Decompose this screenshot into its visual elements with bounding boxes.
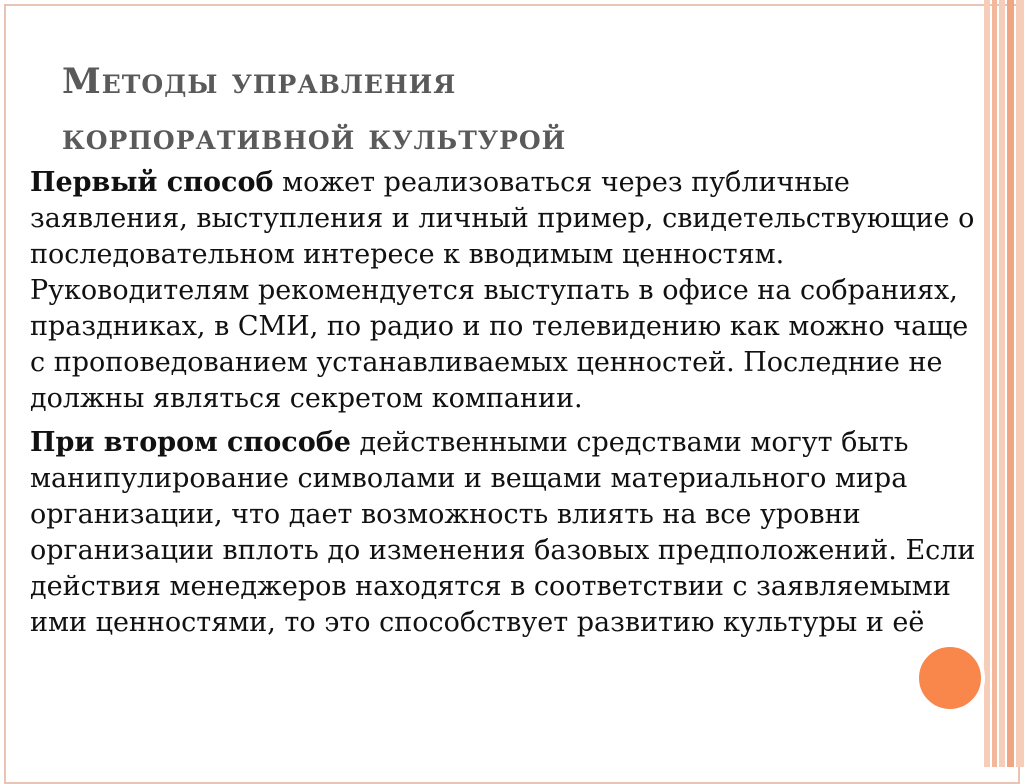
title-line-1: Методы управления <box>62 61 457 102</box>
stripe-4 <box>1007 0 1014 767</box>
paragraph-first-method <box>30 165 980 417</box>
paragraph-2-text: действенными средствами могут быть манипулирование символами и вещами материального мира организации, что дает возможность влиять на все уровни организации вплоть до изменения базовых предположений. Если действия менеджеров находятся в соответствии с заявляемыми ими ценностями, то это способствует развитию культуры и её <box>30 427 976 638</box>
decorative-stripes <box>984 0 1024 767</box>
stripe-2 <box>992 0 997 767</box>
paragraph-2-lead: При втором способе <box>30 427 351 458</box>
title-line-2: корпоративной культурой <box>62 117 567 158</box>
paragraph-second-method <box>30 425 980 641</box>
slide-title <box>62 54 942 166</box>
stripe-5 <box>1016 0 1024 767</box>
slide-body <box>30 165 980 641</box>
paragraph-1-text: может реализоваться через публичные заявления, выступления и личный пример, свидетельствующие о последовательном интересе к вводимым ценностям. Руководителям рекомендуется выступать в офисе на собраниях, праздниках, в СМИ, по радио и по телевидению как можно чаще с проповедованием устанавливаемых ценностей. Последние не должны являться секретом компании. <box>30 167 975 414</box>
paragraph-1-lead: Первый способ <box>30 167 274 198</box>
stripe-3 <box>999 0 1005 767</box>
stripe-1 <box>984 0 990 767</box>
orange-circle-decoration <box>915 643 985 713</box>
